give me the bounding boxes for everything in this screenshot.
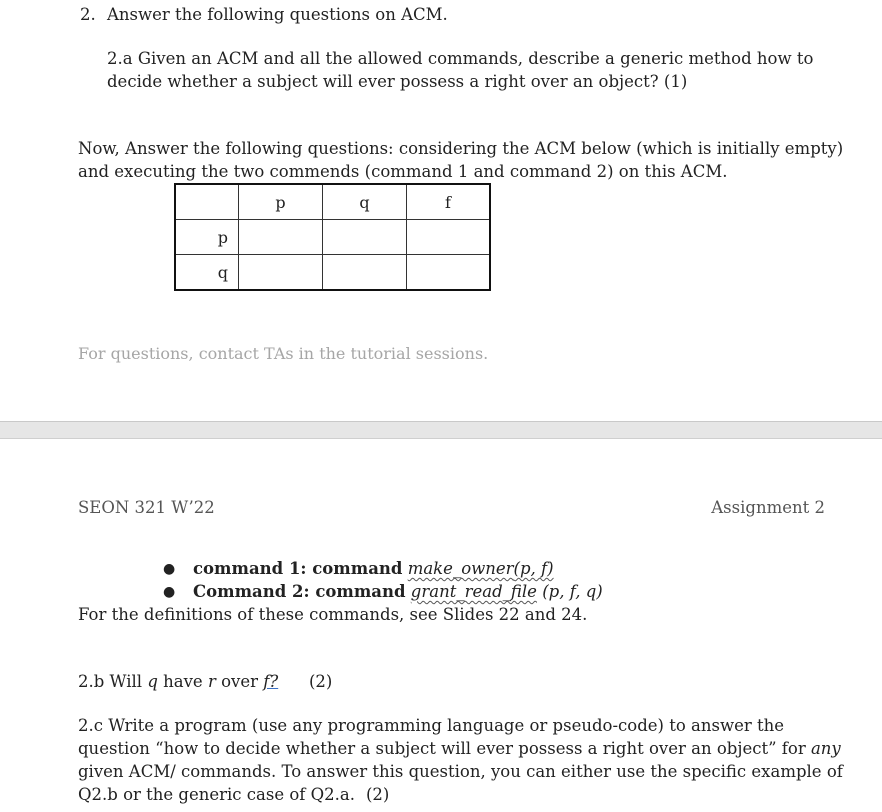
acm-corner-cell [175,184,239,220]
acm-table [174,183,491,291]
acm-column-header: q [323,184,407,220]
question-2c-emphasis: any [810,739,841,758]
question-2c-line-4: Q2.b or the generic case of Q2.a. [78,785,355,804]
page-footer: For questions, contact TAs in the tutorial sessions. [78,344,489,363]
question-2b-subject: q [147,672,158,691]
acm-row [175,255,490,291]
acm-cell [407,220,491,255]
command-2 [193,580,603,603]
acm-column-header: p [239,184,323,220]
command-definitions-note: For the definitions of these commands, see Slides 22 and 24. [78,605,588,624]
command-1-label: command 1: command [193,559,403,578]
course-header: SEON 321 W’22 [78,498,215,517]
command-2-name: grant_read_file [410,582,537,601]
command-2-args: (p, f, q) [542,582,603,601]
acm-row-label: p [175,220,239,255]
bullet-icon: ● [163,561,176,577]
instructions-line-2: and executing the two commends (command 1 and command 2) on this ACM. [78,162,728,181]
question-2c-line-3: given ACM/ commands. To answer this question, you can either use the specific example of [78,762,843,781]
command-1 [193,557,554,580]
command-2-label: Command 2: command [193,582,406,601]
question-2a-line-1: 2.a Given an ACM and all the allowed commands, describe a generic method how to [107,49,814,68]
question-intro: Answer the following questions on ACM. [107,5,448,24]
acm-cell [407,255,491,291]
command-1-name: make_owner [407,559,514,578]
question-2b-prefix: 2.b Will [78,672,143,691]
acm-row [175,220,490,255]
question-2b [78,670,278,693]
question-2b-have: have [163,672,203,691]
question-2a-line-2: decide whether a subject will ever possess a right over an object? (1) [107,72,688,91]
acm-column-header: f [407,184,491,220]
bullet-icon: ● [163,584,176,600]
question-2b-right: r [207,672,216,691]
acm-cell [239,220,323,255]
question-2b-object: f? [263,672,279,691]
command-1-args: (p, f) [513,559,554,578]
question-number: 2. [80,5,96,24]
page-break [0,421,882,439]
page-2 [0,439,882,812]
question-2c-line-2 [78,737,841,760]
assignment-header: Assignment 2 [711,498,825,517]
acm-row-label: q [175,255,239,291]
acm-cell [239,255,323,291]
acm-header-row [175,184,490,220]
instructions-line-1: Now, Answer the following questions: considering the ACM below (which is initially empty) [78,139,844,158]
question-2b-over: over [221,672,258,691]
acm-cell [323,220,407,255]
question-2c-line-2-text: question “how to decide whether a subject will ever possess a right over an object” for [78,739,806,758]
question-2c-line-1: 2.c Write a program (use any programming language or pseudo-code) to answer the [78,716,785,735]
acm-cell [323,255,407,291]
question-2b-points: (2) [309,672,333,691]
question-2c-points: (2) [366,785,390,804]
